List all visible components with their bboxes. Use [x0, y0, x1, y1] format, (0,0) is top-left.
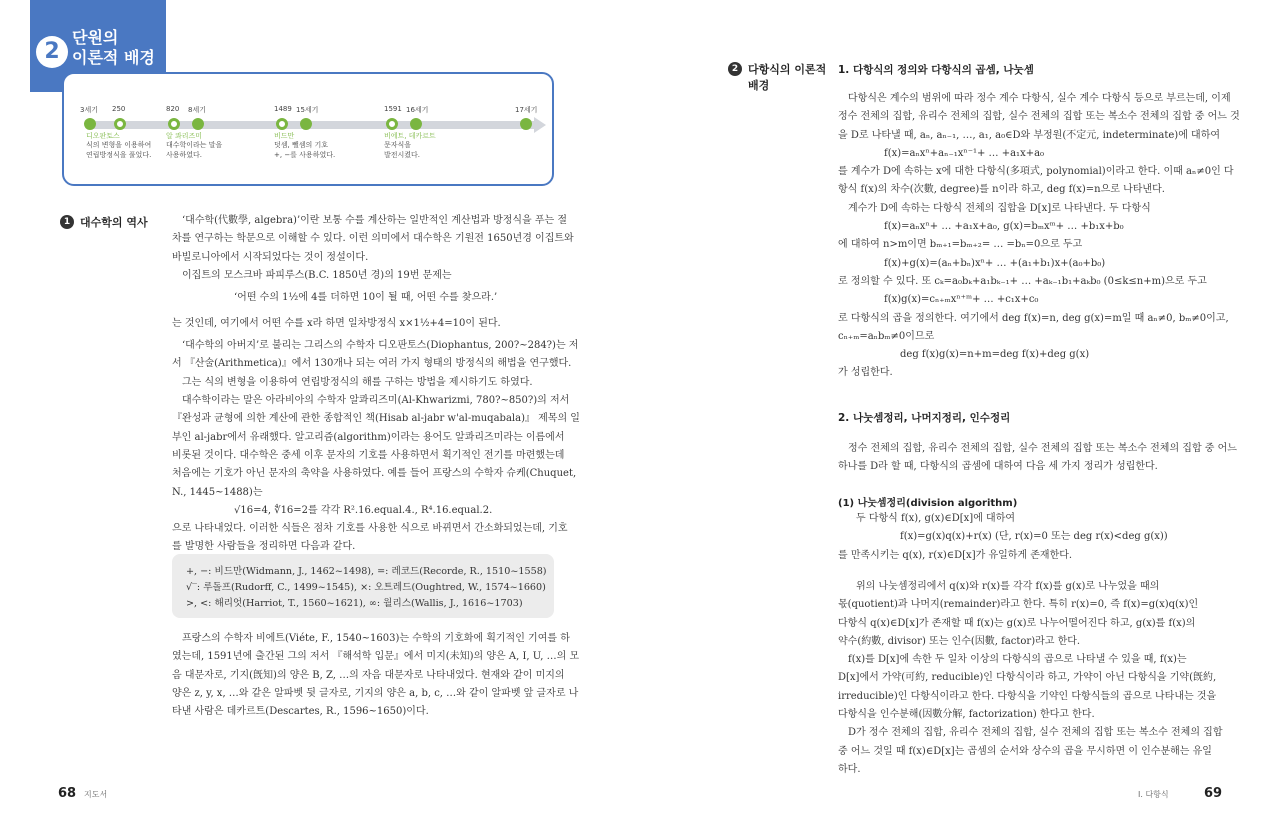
- timeline-dot: [168, 118, 180, 130]
- timeline-dot: [114, 118, 126, 130]
- paragraph-line: cₙ₊ₘ=aₙbₘ≠0이므로: [838, 330, 935, 342]
- paragraph-line: 위의 나눗셈정리에서 q(x)와 r(x)를 각각 f(x)를 g(x)로 나누었을 때의: [856, 581, 1160, 592]
- section-heading-polynomial-theory: [728, 62, 826, 94]
- timeline-year: 16세기: [406, 106, 429, 114]
- algebra-history-body: [172, 212, 580, 557]
- paragraph-line: 을 D로 나타낼 때, aₙ, aₙ₋₁, …, a₁, a₀∈D와 부정원(不定元, indeterminate)에 대하여: [838, 129, 1221, 141]
- timeline-dot: [192, 118, 204, 130]
- paragraph-line: 항식 f(x)의 차수(次數, degree)를 n이라 하고, deg f(x)=n으로 나타낸다.: [838, 184, 1165, 196]
- timeline-year: 8세기: [188, 106, 206, 114]
- paragraph-line: D[x]에서 가약(可約, reducible)인 다항식이라 하고, 가약이 아닌 다항식을 기약(旣約,: [838, 672, 1217, 684]
- paragraph-line: N., 1445~1488)는: [172, 486, 263, 498]
- timeline-year: 15세기: [296, 106, 319, 114]
- timeline-person: 비에트, 데카르트: [384, 132, 436, 140]
- paragraph-line: 약수(約數, divisor) 또는 인수(因數, factor)라고 한다.: [838, 635, 1081, 647]
- timeline-dot: [386, 118, 398, 130]
- paragraph-line: irreducible)인 다항식이라고 한다. 다항식을 기약인 다항식들의 곱으로 나타내는 것을: [838, 690, 1217, 702]
- timeline-person: 비드만: [274, 132, 295, 140]
- box-line: +, −: 비드만(Widmann, J., 1462~1498), =: 레코드(Recorde, R., 1510~1558): [186, 566, 547, 577]
- timeline-desc: 덧셈, 뺄셈의 기호 +, −를 사용하였다.: [274, 141, 336, 159]
- paragraph-line: 타낸 사람은 데카르트(Descartes, R., 1596~1650)이다.: [172, 706, 429, 718]
- paragraph-line: 바빌로니아에서 시작되었다는 것이 정설이다.: [172, 251, 369, 263]
- paragraph-line: 처음에는 기호가 아닌 문자의 축약을 사용하였다. 예를 들어 프랑스의 수학자 슈케(Chuquet,: [172, 468, 577, 480]
- paragraph-line: 중 어느 것일 때 f(x)∈D[x]는 곱셈의 순서와 상수의 곱을 무시하면 이 인수분해는 유일: [838, 745, 1212, 757]
- history-timeline: [62, 72, 554, 186]
- paragraph-line: D가 정수 전체의 집합, 유리수 전체의 집합, 실수 전체의 집합 또는 복소수 전체의 집합: [848, 727, 1223, 739]
- timeline-year: 1489: [274, 105, 292, 113]
- formula-line: f(x)g(x)=cₙ₊ₘxⁿ⁺ᵐ+ … +c₁x+c₀: [884, 294, 1039, 306]
- formula-line: f(x)=g(x)q(x)+r(x) (단, r(x)=0 또는 deg r(x)<deg g(x)): [900, 531, 1168, 543]
- paragraph-line: 으로 나타내었다. 이러한 식들은 점차 기호를 사용한 식으로 바뀌면서 간소화되었는데, 기호: [172, 523, 568, 535]
- paragraph-line: 프랑스의 수학자 비에트(Viéte, F., 1540~1603)는 수학의 기호화에 획기적인 기여를 하: [182, 633, 570, 644]
- paragraph-line: 에 대하여 n>m이면 bₘ₊₁=bₘ₊₂= … =bₙ=0으로 두고: [838, 239, 1083, 251]
- page-label-left: 지도서: [84, 790, 108, 799]
- paragraph-line: 정수 전체의 집합, 유리수 전체의 집합, 실수 전체의 집합 또는 복소수 전체의 집합 중 어느 것: [838, 111, 1240, 123]
- part1-title: 1. 다항식의 정의와 다항식의 곱셈, 나눗셈: [838, 64, 1034, 76]
- paragraph-line: 를 발명한 사람들을 정리하면 다음과 같다.: [172, 541, 356, 553]
- paragraph-line: 차를 연구하는 학문으로 이해할 수 있다. 이런 의미에서 대수학은 기원전 1650년경 이집트와: [172, 233, 574, 245]
- viete-paragraph: [172, 630, 580, 721]
- section-title: 대수학의 역사: [80, 216, 148, 229]
- paragraph-line: 는 것인데, 여기에서 어떤 수를 x라 하면 일차방정식 x×1½+4=10이 된다.: [172, 318, 501, 330]
- division-algorithm-body: [838, 510, 1224, 565]
- paragraph-line: 이집트의 모스크바 파피루스(B.C. 1850년 경)의 19번 문제는: [182, 269, 452, 281]
- page-number-left: 68: [58, 786, 77, 801]
- paragraph-line: 다항식 q(x)∈D[x]가 존재할 때 f(x)는 g(x)로 나누어떨어진다 하고, g(x)를 f(x)의: [838, 617, 1196, 629]
- formula-line: deg f(x)g(x)=n+m=deg f(x)+deg g(x): [900, 349, 1090, 361]
- timeline-arrow-icon: [534, 117, 546, 133]
- timeline-year: 820: [166, 105, 180, 113]
- timeline-track: [88, 121, 538, 129]
- formula-line: √16=4, ∜16=2를 각각 R².16.equal.4., R⁴.16.equal.2.: [234, 504, 493, 516]
- paragraph-line: 로 정의할 수 있다. 또 cₖ=a₀bₖ+a₁bₖ₋₁+ … +aₖ₋₁b₁+aₖb₀ (0≤k≤n+m)으로 두고: [838, 275, 1207, 287]
- paragraph-line: 비롯된 것이다. 대수학은 중세 이후 문자의 기호를 사용하면서 획기적인 전기를 마련했는데: [172, 449, 565, 461]
- timeline-dot: [410, 118, 422, 130]
- box-line: √‾: 루돌프(Rudorff, C., 1499~1545), ×: 오트레드(Oughtred, W., 1574~1660): [186, 582, 546, 593]
- section-title-cont: 배경: [748, 79, 770, 92]
- section-number: 1: [60, 215, 74, 229]
- paragraph-line: 서 『산술(Arithmetica)』에서 130개나 되는 여러 가지 형태의 방정식의 해법을 연구했다.: [172, 358, 572, 370]
- part2-body: [838, 440, 1237, 477]
- formula-line: f(x)=aₙxⁿ+ … +a₁x+a₀, g(x)=bₘxᵐ+ … +b₁x+b₀: [884, 221, 1124, 233]
- timeline-year: 1591: [384, 105, 402, 113]
- paragraph-line: 를 만족시키는 q(x), r(x)∈D[x]가 유일하게 존재한다.: [838, 549, 1073, 561]
- part2-title: 2. 나눗셈정리, 나머지정리, 인수정리: [838, 412, 1011, 424]
- paragraph-line: 음 대문자로, 기지(旣知)의 양은 B, Z, …의 자음 대문자로 나타내었다. 현재와 같이 미지의: [172, 669, 565, 681]
- paragraph-line: 정수 전체의 집합, 유리수 전체의 집합, 실수 전체의 집합 또는 복소수 전체의 집합 중 어느: [848, 443, 1237, 454]
- timeline-desc: 식의 변형을 이용하여 연립방정식을 풀었다.: [86, 141, 152, 159]
- paragraph-line: 양은 z, y, x, …와 같은 알파벳 뒷 글자로, 기지의 양은 a, b, c, …와 같이 알파벳 앞 글자로 나: [172, 687, 579, 699]
- section-tab-number: 2: [36, 36, 68, 68]
- timeline-desc: 대수학이라는 말을 사용하였다.: [166, 141, 223, 159]
- timeline-person: 디오판토스: [86, 132, 120, 140]
- paragraph-line: 부인 al-jabr에서 유래했다. 알고리즘(algorithm)이라는 용어도 알콰리즈미라는 이름에서: [172, 431, 565, 443]
- timeline-dot: [276, 118, 288, 130]
- paragraph-line: 하나를 D라 할 때, 다항식의 곱셈에 대하여 다음 세 가지 정리가 성립한다.: [838, 461, 1158, 473]
- subsection-title-division-algorithm: (1) 나눗셈정리(division algorithm): [838, 498, 1018, 509]
- paragraph-line: 계수가 D에 속하는 다항식 전체의 집합을 D[x]로 나타낸다. 두 다항식: [848, 202, 1151, 214]
- page-number-right: 69: [1204, 786, 1223, 801]
- formula-line: f(x)+g(x)=(aₙ+bₙ)xⁿ+ … +(a₁+b₁)x+(a₀+b₀): [884, 257, 1106, 269]
- box-line: >, <: 해리엇(Harriot, T., 1560~1621), ∞: 월리스(Wallis, J., 1616~1703): [186, 598, 523, 609]
- paragraph-line: 다항식을 인수분해(因數分解, factorization) 한다고 한다.: [838, 709, 1095, 721]
- paragraph-line: 를 계수가 D에 속하는 x에 대한 다항식(多項式, polynomial)이라고 한다. 이때 aₙ≠0인 다: [838, 166, 1234, 178]
- paragraph-line: 『완성과 균형에 의한 계산에 관한 종합적인 책(Hisab al-jabr w'al-muqabala)』 제목의 일: [172, 413, 580, 425]
- paragraph-line: 대수학이라는 말은 아라비아의 수학자 알콰리즈미(Al-Khwarizmi, 780?~850?)의 저서: [182, 395, 570, 407]
- paragraph-line: 였는데, 1591년에 출간된 그의 저서 『해석학 입문』에서 미지(未知)의 양은 A, I, U, …의 모: [172, 651, 580, 663]
- section-tab-title: 단원의 이론적 배경: [72, 28, 155, 67]
- paragraph-line: 하다.: [838, 763, 861, 775]
- factorization-body: [838, 578, 1224, 779]
- timeline-person: 알 콰리즈미: [166, 132, 203, 140]
- timeline-dot: [520, 118, 532, 130]
- timeline-year: 3세기: [80, 106, 98, 114]
- symbol-inventors-box: [172, 554, 554, 618]
- paragraph-line: 두 다항식 f(x), g(x)∈D[x]에 대하여: [856, 513, 1016, 524]
- section-title: 다항식의 이론적: [748, 63, 827, 76]
- timeline-desc: 문자식을 발전시켰다.: [384, 141, 421, 159]
- paragraph-line: 몫(quotient)과 나머지(remainder)라고 한다. 특히 r(x)=0, 즉 f(x)=g(x)q(x)인: [838, 599, 1199, 611]
- paragraph-line: ‘대수학의 아버지’로 불리는 그리스의 수학자 디오판토스(Diophantus, 200?~284?)는 저: [182, 340, 579, 352]
- timeline-year: 17세기: [515, 106, 538, 114]
- page-label-right: I. 다항식: [1138, 790, 1169, 799]
- quote-line: ‘어떤 수의 1½에 4를 더하면 10이 될 때, 어떤 수를 찾으라.’: [234, 292, 498, 304]
- section-heading-algebra-history: [60, 214, 148, 230]
- part1-body: [838, 90, 1240, 383]
- paragraph-line: ‘대수학(代數學, algebra)’이란 보통 수를 계산하는 일반적인 계산법과 방정식을 푸는 절: [182, 215, 568, 226]
- paragraph-line: 다항식은 계수의 범위에 따라 정수 계수 다항식, 실수 계수 다항식 등으로 부르는데, 이제: [848, 93, 1231, 104]
- paragraph-line: 로 다항식의 곱을 정의한다. 여기에서 deg f(x)=n, deg g(x)=m일 때 aₙ≠0, bₘ≠0이고,: [838, 312, 1229, 324]
- timeline-year: 250: [112, 105, 126, 113]
- paragraph-line: f(x)를 D[x]에 속한 두 일차 이상의 다항식의 곱으로 나타낼 수 있을 때, f(x)는: [848, 654, 1187, 666]
- paragraph-line: 그는 식의 변형을 이용하여 연립방정식의 해를 구하는 방법을 제시하기도 하였다.: [182, 376, 533, 388]
- timeline-dot: [300, 118, 312, 130]
- timeline-dot: [84, 118, 96, 130]
- section-number: 2: [728, 62, 742, 76]
- paragraph-line: 가 성립한다.: [838, 367, 893, 379]
- formula-line: f(x)=aₙxⁿ+aₙ₋₁xⁿ⁻¹+ … +a₁x+a₀: [884, 147, 1045, 159]
